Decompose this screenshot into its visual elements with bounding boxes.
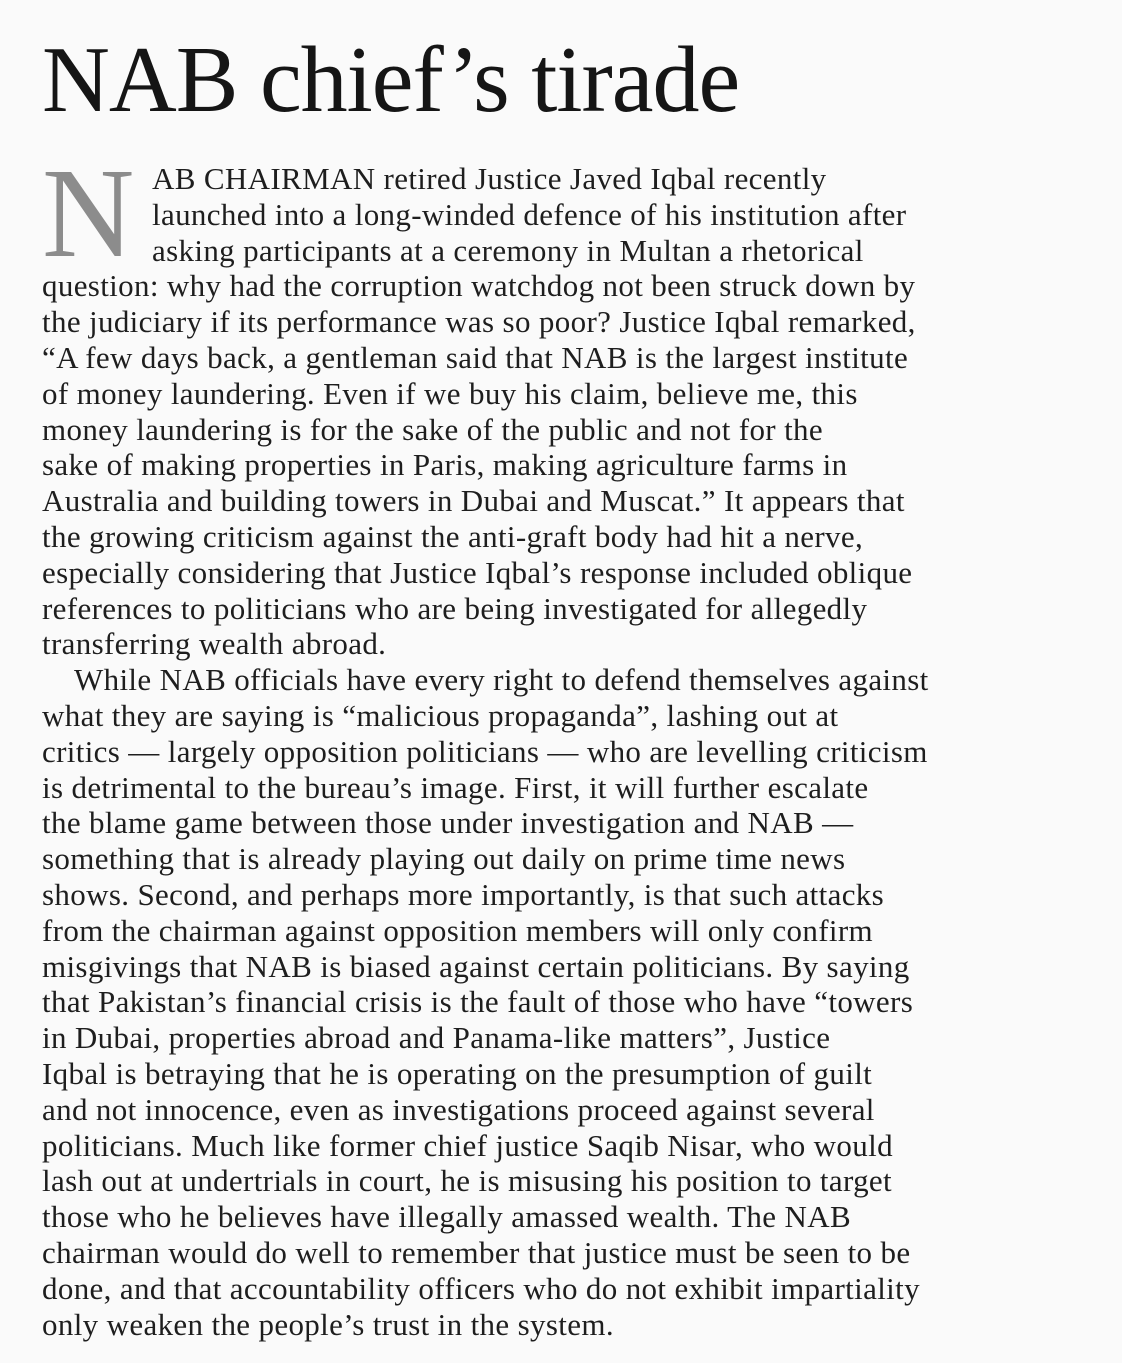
text-line: that Pakistan’s financial crisis is the fault of those who have “towers	[42, 984, 914, 1020]
text-line: Iqbal is betraying that he is operating on the presumption of guilt	[42, 1055, 873, 1091]
text-line: transferring wealth abroad.	[42, 626, 387, 662]
text-line: question: why had the corruption watchdog not been struck down by	[42, 268, 916, 304]
text-line: shows. Second, and perhaps more importantly, is that such attacks	[42, 876, 885, 912]
text-line: the growing criticism against the anti-graft body had hit a nerve,	[42, 518, 864, 554]
drop-cap: N	[42, 142, 135, 284]
text-line: Australia and building towers in Dubai and Muscat.” It appears that	[42, 483, 905, 519]
text-line: done, and that accountability officers who do not exhibit impartiality	[42, 1270, 920, 1306]
text-line: references to politicians who are being investigated for allegedly	[42, 590, 868, 626]
text-line: the blame game between those under investigation and NAB —	[42, 805, 854, 841]
text-line: AB CHAIRMAN retired Justice Javed Iqbal recently	[152, 161, 827, 196]
paragraph-2	[42, 662, 1102, 1342]
text-line: and not innocence, even as investigations proceed against several	[42, 1091, 875, 1127]
article-body	[42, 142, 1102, 1342]
text-line: “A few days back, a gentleman said that NAB is the largest institute	[42, 339, 909, 375]
text-line: asking participants at a ceremony in Multan a rhetorical	[152, 232, 864, 268]
text-line: sake of making properties in Paris, making agriculture farms in	[42, 447, 848, 483]
headline: NAB chief’s tirade	[42, 28, 740, 132]
text-line: of money laundering. Even if we buy his claim, believe me, this	[42, 375, 858, 411]
text-line: from the chairman against opposition members will only confirm	[42, 912, 873, 948]
text-line: in Dubai, properties abroad and Panama-like matters”, Justice	[42, 1020, 831, 1056]
text-line: misgivings that NAB is biased against certain politicians. By saying	[42, 948, 910, 984]
text-line: lash out at undertrials in court, he is misusing his position to target	[42, 1163, 892, 1199]
text-line: While NAB officials have every right to defend themselves against	[74, 662, 929, 698]
text-line: especially considering that Justice Iqbal’s response included oblique	[42, 554, 913, 590]
paragraph-1	[42, 142, 1102, 662]
text-line: only weaken the people’s trust in the system.	[42, 1306, 614, 1342]
text-line: launched into a long-winded defence of his institution after	[152, 196, 907, 232]
text-line: politicians. Much like former chief justice Saqib Nisar, who would	[42, 1127, 893, 1163]
text-line: chairman would do well to remember that justice must be seen to be	[42, 1234, 911, 1270]
text-line: those who he believes have illegally amassed wealth. The NAB	[42, 1199, 851, 1235]
text-line: money laundering is for the sake of the public and not for the	[42, 411, 823, 447]
text-line: the judiciary if its performance was so poor? Justice Iqbal remarked,	[42, 304, 916, 340]
text-line: critics — largely opposition politicians — who are levelling criticism	[42, 733, 928, 769]
text-line: something that is already playing out daily on prime time news	[42, 841, 846, 877]
text-line: what they are saying is “malicious propaganda”, lashing out at	[42, 697, 839, 733]
text-line: is detrimental to the bureau’s image. First, it will further escalate	[42, 769, 869, 805]
